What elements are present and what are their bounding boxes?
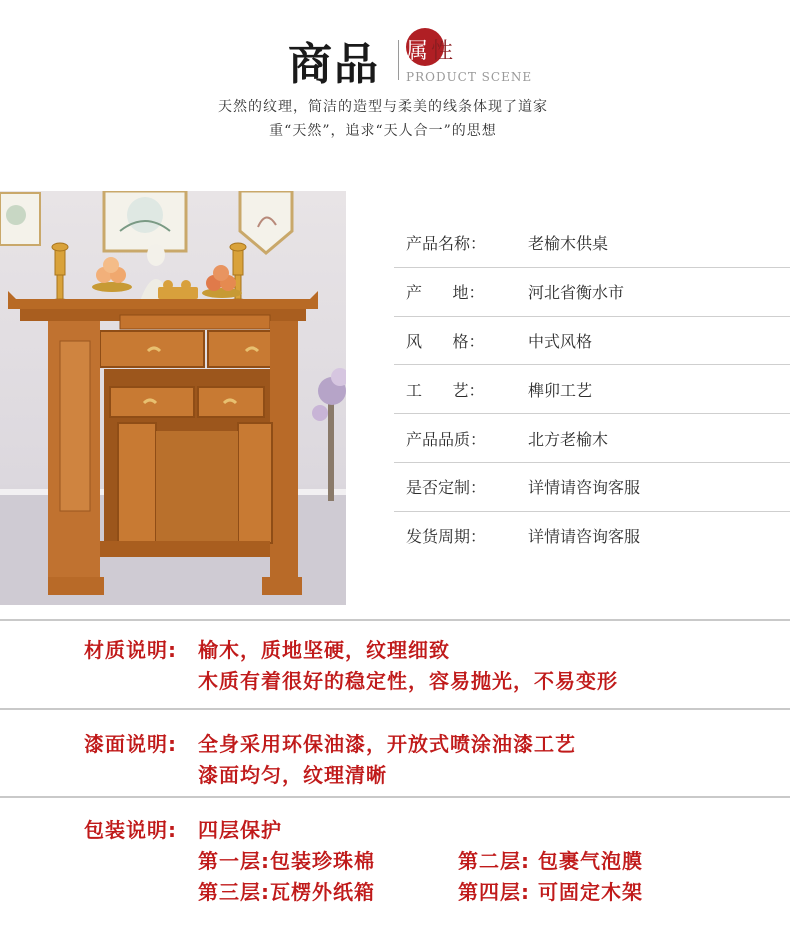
pack-label: 包装说明: bbox=[84, 818, 177, 842]
spec-label: 产品名称： bbox=[406, 234, 487, 254]
paint-line-2: 漆面均匀，纹理清晰 bbox=[198, 763, 387, 787]
intro-line-2: 重“天然”，追求“天人合一”的思想 bbox=[269, 123, 497, 139]
material-line-1: 榆木，质地坚硬，纹理细致 bbox=[198, 638, 450, 662]
spec-table bbox=[394, 219, 790, 560]
spec-value: 老榆木供桌 bbox=[528, 234, 609, 254]
spec-label: 产品品质： bbox=[406, 429, 487, 449]
section-subtitle-english: PRODUCT SCENE bbox=[406, 70, 533, 84]
wall-painting-left bbox=[0, 193, 40, 245]
spec-row bbox=[394, 219, 790, 268]
spec-label: 是否定制： bbox=[406, 478, 487, 498]
spec-row bbox=[394, 268, 790, 317]
spec-label: 发货周期： bbox=[406, 527, 487, 547]
spec-row bbox=[394, 365, 790, 414]
spec-value: 榫卯工艺 bbox=[528, 380, 593, 400]
title-divider bbox=[398, 40, 399, 80]
subtitle-char-a: 属 bbox=[406, 39, 432, 64]
material-label: 材质说明: bbox=[84, 638, 177, 662]
spec-row bbox=[394, 463, 790, 512]
pack-layer-4: 第四层: 可固定木架 bbox=[458, 880, 643, 904]
wall-painting-right bbox=[240, 191, 292, 253]
intro-line-1: 天然的纹理，简洁的造型与柔美的线条体现了道家 bbox=[218, 99, 548, 115]
material-line-2: 木质有着很好的稳定性，容易抛光，不易变形 bbox=[198, 669, 618, 693]
divider bbox=[0, 619, 790, 621]
plant-decoration bbox=[312, 368, 346, 501]
spec-row bbox=[394, 317, 790, 366]
spec-label: 风 格： bbox=[406, 331, 485, 351]
spec-label: 工 艺： bbox=[406, 380, 485, 400]
product-photo bbox=[0, 191, 346, 605]
page-header bbox=[0, 0, 790, 150]
pack-layer-2: 第二层: 包裹气泡膜 bbox=[458, 849, 643, 873]
wall-painting-center bbox=[104, 191, 186, 251]
spec-label: 产 地： bbox=[406, 283, 485, 303]
spec-row bbox=[394, 512, 790, 560]
spec-value: 河北省衡水市 bbox=[528, 283, 625, 303]
subtitle-char-b: 性 bbox=[431, 39, 457, 64]
spec-value: 北方老榆木 bbox=[528, 429, 609, 449]
spec-value: 详情请咨询客服 bbox=[528, 478, 641, 498]
pack-layer-3: 第三层:瓦楞外纸箱 bbox=[198, 880, 375, 904]
section-subtitle bbox=[406, 34, 456, 65]
altar-table bbox=[8, 291, 318, 595]
paint-label: 漆面说明: bbox=[84, 732, 177, 756]
divider bbox=[0, 796, 790, 798]
divider bbox=[0, 708, 790, 710]
pack-layer-1: 第一层:包装珍珠棉 bbox=[198, 849, 375, 873]
section-title: 商品 bbox=[288, 39, 380, 90]
spec-row bbox=[394, 414, 790, 463]
spec-value: 中式风格 bbox=[528, 331, 593, 351]
pack-line-1: 四层保护 bbox=[198, 818, 282, 842]
spec-value: 详情请咨询客服 bbox=[528, 527, 641, 547]
paint-line-1: 全身采用环保油漆，开放式喷涂油漆工艺 bbox=[198, 732, 576, 756]
